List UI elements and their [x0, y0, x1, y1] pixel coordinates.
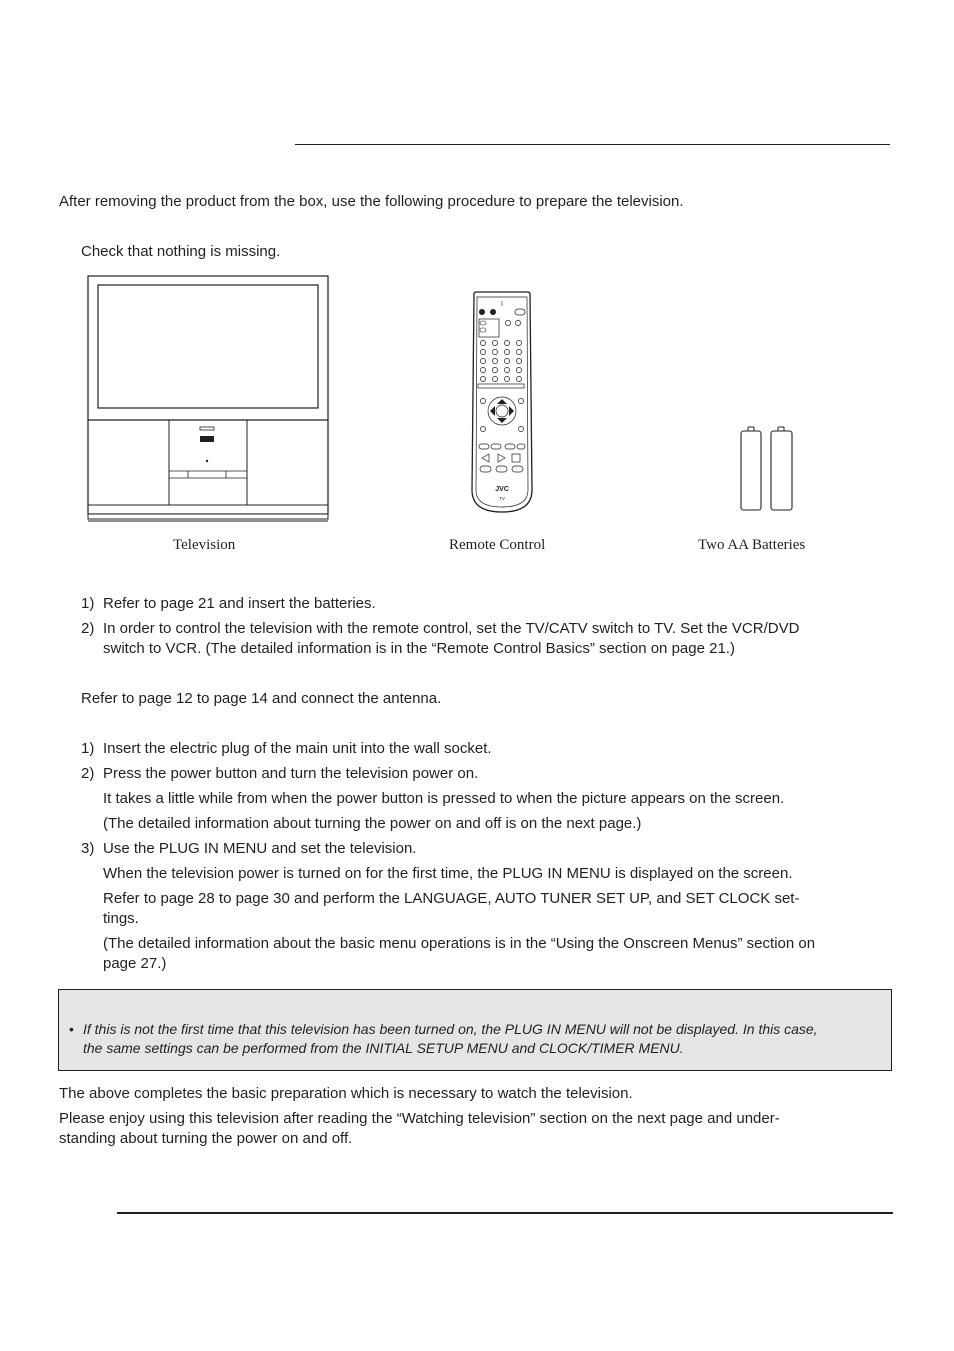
closing-text: The above completes the basic preparation which is necessary to watch the television. [59, 1085, 633, 1102]
footer-rule [117, 1212, 893, 1214]
remote-control-caption: Remote Control [449, 537, 546, 553]
note-line: If this is not the first time that this television has been turned on, the PLUG IN MENU will not be displayed. In this case, [83, 1021, 818, 1037]
step4-item-text: Insert the electric plug of the main unit into the wall socket. [103, 740, 492, 757]
step4-detail: When the television power is turned on for the first time, the PLUG IN MENU is displayed on the screen. [103, 865, 793, 882]
step2-item-text: In order to control the television with the remote control, set the TV/CATV switch to TV. Set the VCR/DVD [103, 620, 800, 637]
note-bullet: • [69, 1021, 74, 1037]
step4-item-text: Press the power button and turn the television power on. [103, 765, 479, 782]
step2-item-text: switch to VCR. (The detailed information is in the “Remote Control Basics” section on page 21.) [103, 640, 735, 657]
closing-text: standing about turning the power on and off. [59, 1130, 353, 1147]
step4-detail: It takes a little while from when the power button is pressed to when the picture appears on the screen. [103, 790, 785, 807]
remote-mode-label: TV [499, 496, 505, 501]
step4-item-number: 3) [81, 840, 95, 857]
step4-item-text: Use the PLUG IN MENU and set the television. [103, 840, 417, 857]
step4-detail: tings. [103, 910, 139, 927]
header-rule [295, 144, 890, 145]
remote-control-illustration [468, 290, 536, 516]
batteries-caption: Two AA Batteries [698, 537, 806, 553]
step4-item-number: 2) [81, 765, 95, 782]
step4-item-number: 1) [81, 740, 95, 757]
step4-detail: (The detailed information about turning the power on and off is on the next page.) [103, 815, 642, 832]
closing-text: Please enjoy using this television after reading the “Watching television” section on the next page and under- [59, 1110, 780, 1127]
note-box [58, 989, 892, 1071]
step2-item-text: Refer to page 21 and insert the batteries. [103, 595, 376, 612]
step4-detail: page 27.) [103, 955, 167, 972]
batteries-illustration [738, 426, 798, 514]
television-illustration [86, 275, 332, 523]
step2-item [81, 619, 901, 659]
television-caption: Television [173, 537, 236, 553]
step1-text: Check that nothing is missing. [81, 243, 281, 260]
step3-text: Refer to page 12 to page 14 and connect the antenna. [81, 690, 442, 707]
step2-item-number: 2) [81, 620, 95, 637]
remote-brand-logo: JVC [495, 486, 509, 493]
note-line: the same settings can be performed from the INITIAL SETUP MENU and CLOCK/TIMER MENU. [83, 1040, 684, 1056]
intro-text: After removing the product from the box, use the following procedure to prepare the television. [59, 193, 684, 210]
step2-item-number: 1) [81, 595, 95, 612]
step4-detail: (The detailed information about the basic menu operations is in the “Using the Onscreen Menus” section on [103, 935, 816, 952]
note-text [83, 1020, 883, 1058]
step4-detail: Refer to page 28 to page 30 and perform the LANGUAGE, AUTO TUNER SET UP, and SET CLOCK set- [103, 890, 800, 907]
